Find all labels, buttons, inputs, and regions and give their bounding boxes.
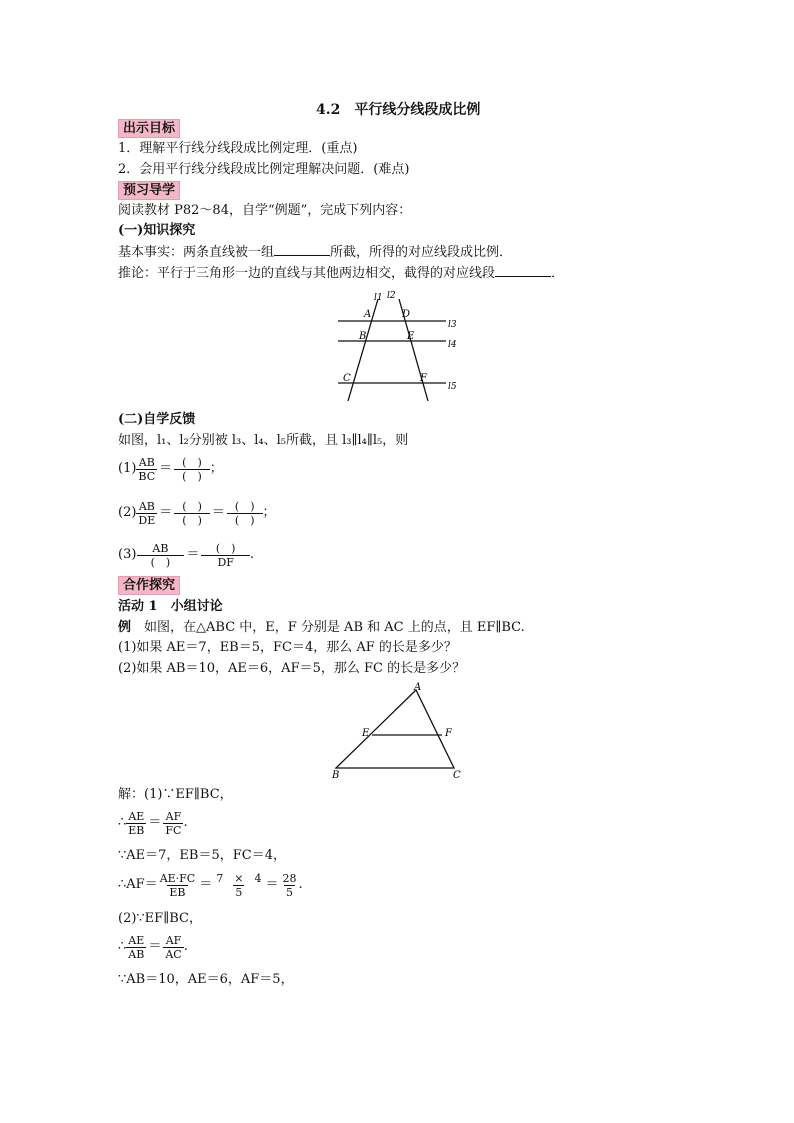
page-title: 4.2 平行线分线段成比例 bbox=[316, 102, 481, 118]
point-A: A bbox=[414, 682, 422, 693]
fraction: $\frac{AF}{AC}$ bbox=[165, 933, 182, 961]
label-l5: l5 bbox=[448, 382, 457, 392]
line-l1 bbox=[348, 299, 378, 401]
basic-fact bbox=[118, 243, 512, 262]
point-B: B bbox=[332, 770, 340, 781]
basic-fact-text-a: 基本事实：两条直线被一组 bbox=[118, 245, 275, 260]
subheading-feedback: (二)自学反馈 bbox=[118, 412, 196, 427]
fraction: $\frac{7 \times 4}{5}$ bbox=[216, 871, 262, 899]
parallel-lines-diagram bbox=[330, 285, 470, 403]
point-F: F bbox=[420, 373, 427, 384]
corollary bbox=[118, 264, 564, 283]
fraction: $\frac{( )}{DF}$ bbox=[201, 542, 249, 569]
feedback-formula-3: (3) $\frac{AB}{( )}$ ＝ $\frac{( )}{DF}$ . bbox=[118, 541, 255, 569]
corollary-text-b: ． bbox=[551, 266, 565, 281]
fraction: $\frac{AB}{( )}$ bbox=[136, 542, 184, 569]
solution-formula-3: ∴ $\frac{AE}{AB}$ ＝ $\frac{AF}{AC}$ . bbox=[118, 933, 188, 961]
solution-formula-2: ∴AF＝ $\frac{AE\cdot FC}{EB}$ ＝ $\frac{7 \times 4}{5}$ ＝ $\frac{28}{5}$ . bbox=[118, 871, 303, 899]
solution-line-7: ∵AB＝10，AE＝6，AF＝5， bbox=[118, 972, 294, 987]
point-E: E bbox=[407, 331, 415, 342]
fraction: $\frac{28}{5}$ bbox=[282, 871, 297, 899]
triangle-diagram bbox=[326, 680, 466, 782]
answer-blank bbox=[495, 264, 551, 277]
point-D: D bbox=[402, 309, 411, 320]
goal-2: 2．会用平行线分线段成比例定理解决问题．(难点) bbox=[118, 162, 410, 177]
fraction: $\frac{( )}{( )}$ bbox=[227, 500, 263, 527]
point-E: E bbox=[362, 728, 370, 739]
fraction: $\frac{AB}{DE}$ bbox=[138, 499, 156, 527]
point-F: F bbox=[445, 728, 452, 739]
fraction: $\frac{( )}{( )}$ bbox=[174, 500, 210, 527]
example-statement: 例 如图，在△ABC 中，E，F 分别是 AB 和 AC 上的点，且 EF∥BC. bbox=[118, 620, 525, 635]
fraction: $\frac{( )}{( )}$ bbox=[174, 456, 210, 483]
triangle-ABC bbox=[336, 690, 454, 768]
label-l3: l3 bbox=[448, 320, 457, 330]
feedback-formula-1: (1) $\frac{AB}{BC}$ ＝ $\frac{( )}{( )}$ ； bbox=[118, 455, 223, 483]
point-B: B bbox=[359, 331, 367, 342]
feedback-formula-2: (2) $\frac{AB}{DE}$ ＝ $\frac{( )}{( )}$ ＝ $\frac{( )}{( )}$ ； bbox=[118, 499, 276, 527]
preview-intro: 阅读教材 P82～84，自学“例题”，完成下列内容： bbox=[118, 203, 412, 218]
section-heading-goals: 出示目标 bbox=[118, 119, 180, 138]
answer-blank bbox=[274, 243, 330, 256]
solution-line-3: ∵AE＝7，EB＝5，FC＝4， bbox=[118, 848, 286, 863]
feedback-intro: 如图，l₁、l₂分别被 l₃、l₄、l₅所截，且 l₃∥l₄∥l₅，则 bbox=[118, 433, 409, 448]
section-heading-preview: 预习导学 bbox=[118, 181, 180, 200]
corollary-text-a: 推论：平行于三角形一边的直线与其他两边相交，截得的对应线段 bbox=[118, 266, 496, 281]
solution-line-5: (2)∵EF∥BC， bbox=[118, 911, 202, 926]
fraction: $\frac{AE}{AB}$ bbox=[128, 933, 145, 961]
subheading-knowledge: (一)知识探究 bbox=[118, 223, 196, 238]
solution-line-1: 解：(1)∵EF∥BC， bbox=[118, 787, 233, 802]
label-l1: l1 bbox=[374, 293, 383, 303]
basic-fact-text-b: 所截，所得的对应线段成比例． bbox=[330, 245, 513, 260]
section-heading-coop: 合作探究 bbox=[118, 576, 180, 595]
goal-1: 1．理解平行线分线段成比例定理．(重点) bbox=[118, 141, 358, 156]
example-question-2: (2)如果 AB＝10，AE＝6，AF＝5，那么 FC 的长是多少？ bbox=[118, 661, 466, 676]
example-question-1: (1)如果 AE＝7，EB＝5，FC＝4，那么 AF 的长是多少？ bbox=[118, 640, 457, 655]
fraction: $\frac{AE}{EB}$ bbox=[128, 809, 145, 837]
fraction: $\frac{AE\cdot FC}{EB}$ bbox=[159, 871, 196, 899]
point-A: A bbox=[364, 309, 372, 320]
solution-formula-1: ∴ $\frac{AE}{EB}$ ＝ $\frac{AF}{FC}$ . bbox=[118, 809, 188, 837]
activity-title: 活动 1 小组讨论 bbox=[118, 599, 223, 614]
fraction: $\frac{AF}{FC}$ bbox=[165, 809, 182, 837]
fraction: $\frac{AB}{BC}$ bbox=[138, 455, 156, 483]
label-l4: l4 bbox=[448, 340, 457, 350]
point-C: C bbox=[453, 770, 461, 781]
point-C: C bbox=[343, 373, 351, 384]
label-l2: l2 bbox=[387, 291, 396, 301]
